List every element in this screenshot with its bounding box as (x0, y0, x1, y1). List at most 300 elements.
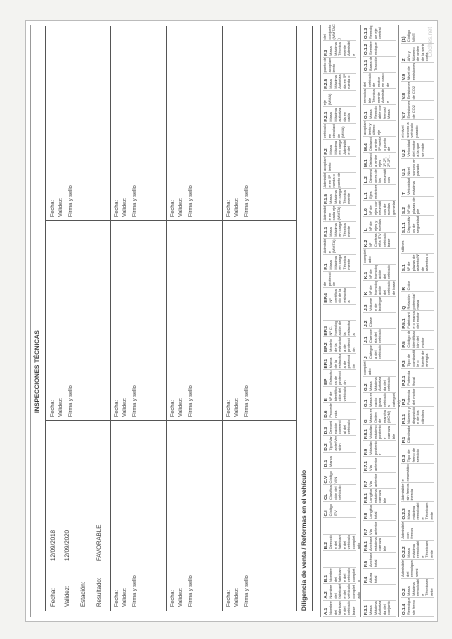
reference-field: Código VIN (328, 471, 338, 484)
reference-row (401, 597, 434, 617)
reference-field: Altura total (368, 572, 378, 583)
reference-code: (1) (401, 36, 406, 43)
reference-row (363, 424, 396, 441)
reference-field: Masa Máxima autorizada en cada (328, 107, 352, 122)
reference-code: F.6.1 (363, 541, 368, 551)
reference-field: Remolque eje central (368, 25, 383, 39)
reference-field: Nº certificado de la estructura (328, 287, 352, 303)
firma-label-2: Firma y sello (132, 575, 138, 607)
reference-code: L (363, 228, 368, 231)
reference-row (363, 264, 396, 281)
reference-field: Nº de homologación del vehículo (368, 264, 392, 279)
reference-code: A.2 (323, 591, 328, 599)
reference-field: Masa Máxima Autorizada en 5ª rueda o (328, 74, 352, 89)
reference-row (323, 304, 356, 321)
validez-label-7: Validez: (178, 397, 184, 417)
reference-field: Longitud máxima carrozable (368, 488, 387, 503)
reference-row (401, 540, 434, 560)
reference-code: O.2.2 (401, 546, 406, 558)
reference-code: CL (323, 493, 328, 500)
reference-code: S.2 (401, 207, 406, 214)
reference-code: O.3 (401, 454, 406, 463)
reference-row (401, 215, 434, 235)
firma-label-12: Firma y sello (244, 185, 250, 217)
reference-code: Z (401, 58, 406, 62)
reference-field: Masa máxima remolcable Técnicamente (406, 540, 434, 558)
reference-field: Cilindrada (406, 425, 411, 444)
reference-row (363, 456, 396, 473)
reference-code: F.1.5 (323, 193, 328, 204)
fecha-label-2: Fecha: (114, 589, 120, 607)
reference-code: M.4 (363, 143, 368, 151)
reference-code: E (323, 398, 328, 402)
reference-row (401, 482, 434, 502)
reference-column-1 (320, 24, 361, 617)
reference-code: F.1 (323, 263, 328, 270)
reference-field: Voladizo máximo posterior carrozable (368, 424, 396, 439)
reference-field: Admisible sin frenos inercia (400, 483, 415, 501)
document-page (25, 20, 438, 622)
reference-row (363, 24, 396, 41)
reference-code: G.2 (363, 383, 368, 391)
reference-row (323, 369, 356, 386)
reference-row (363, 104, 396, 121)
reference-field: e neumático (400, 463, 410, 482)
reference-code: F.2 (323, 148, 328, 155)
resultado-value: FAVORABLE (96, 524, 103, 561)
reference-code: F.8.1 (363, 493, 368, 503)
validez-label-5: Validez: (58, 397, 64, 417)
reference-code: V.8 (401, 92, 406, 100)
reference-code: K.1 (363, 271, 368, 279)
reference-row (363, 88, 396, 105)
reference-column-3 (398, 25, 435, 617)
reference-code: A.1 (323, 607, 328, 615)
reference-row (363, 232, 396, 249)
reference-field: Nº de homologación del vehículo de base (368, 280, 396, 295)
firma-label-10: Firma y sello (132, 185, 138, 217)
reference-row (363, 40, 396, 57)
reference-code: P.5 (401, 341, 406, 348)
reference-field: Admisible (MMTA) (322, 238, 337, 254)
reference-field: Masa Máxima remolcable Técnicamente (406, 579, 434, 596)
reference-row (363, 120, 396, 137)
reference-field: Masa Máxima Técnicamente Admisible (328, 41, 356, 56)
reference-code: J.3 (363, 304, 368, 311)
reference-code: O.2.3 (401, 508, 406, 520)
reference-row (323, 123, 356, 140)
reference-row (323, 600, 356, 617)
reference-row (363, 328, 396, 345)
validez-label-9: Validez: (58, 197, 64, 217)
reference-code: K (363, 291, 368, 295)
reference-code: M.1 (363, 159, 368, 167)
fecha-label-6: Fecha: (114, 399, 120, 417)
reference-row (401, 406, 434, 426)
inspections-row-rule-3 (222, 26, 223, 611)
reference-field: Voladizo posterior (368, 440, 383, 455)
reference-row (323, 40, 356, 57)
reference-code: EP.4 (323, 293, 328, 303)
watermark: Coches.net (428, 27, 434, 58)
reference-field: Distancia entre 5ª rueda o punto de (368, 136, 392, 151)
reference-row (401, 158, 434, 178)
firma-label-8: Firma y sello (244, 385, 250, 417)
validez-label-11: Validez: (178, 197, 184, 217)
reference-field: Admisible del remolque/semi (400, 559, 419, 577)
reference-row (401, 444, 434, 464)
reference-field: Distancia entre ejes 1º-2º, 2º-3º... (368, 153, 392, 167)
reference-code: U.2 (401, 149, 406, 157)
reference-field: Denominación comercial del vehículo (328, 419, 352, 435)
reference-field: Masa máxima remolcable Técnicamente (406, 502, 434, 520)
reference-field: Marca (328, 456, 333, 467)
reference-code: Q (401, 305, 406, 310)
reference-code: J.2 (363, 320, 368, 327)
reference-field: eje (MMA) (322, 93, 332, 106)
fecha-label-9: Fecha: (50, 199, 56, 217)
reference-field: Nº de plazas de pie (406, 197, 421, 214)
reference-row (363, 296, 396, 313)
reference-field: Nombre del fabricante del vehículo completo (328, 567, 361, 583)
reference-field: Número y disposición de los cilindros (406, 406, 425, 425)
reference-field: Admisible en cada eje (MMTA) (322, 205, 341, 221)
reference-code: B.2 (323, 542, 328, 550)
fecha-label-7: Fecha: (170, 399, 176, 417)
reference-row (323, 24, 356, 41)
reference-column-2 (360, 25, 401, 617)
reference-row (323, 73, 356, 90)
reference-row (401, 349, 434, 369)
reference-code: C.V (323, 475, 328, 484)
reference-row (401, 463, 434, 483)
reference-field: Admisible con frenos (400, 521, 415, 539)
reference-table (318, 21, 436, 621)
inspections-title: INSPECCIONES TÉCNICAS (34, 330, 41, 413)
reference-field: Semirremolque (368, 41, 378, 55)
reference-row (363, 136, 396, 153)
reference-field: Longitud total (368, 504, 378, 519)
reference-row (323, 172, 356, 189)
reference-field: remolcable Técnicamente Admisible (362, 88, 390, 103)
reference-row (363, 408, 396, 425)
reference-row (363, 472, 396, 489)
reference-field: Admisible en 5ª rueda o punto de (322, 172, 341, 188)
reference-row (363, 72, 396, 89)
reference-row (323, 271, 356, 288)
reference-field: Año y Número de orden de la serie corta (406, 43, 430, 62)
reference-code: F.2.1 (323, 111, 328, 122)
reference-field: Carrocería del vehículo (368, 328, 383, 343)
reference-field: Código ITV (328, 504, 338, 517)
fecha-label-5: Fecha: (50, 399, 56, 417)
fecha-label: Fecha: (50, 588, 57, 607)
reference-row (323, 57, 356, 74)
estacion-label: Estación: (80, 581, 87, 607)
reference-field: Masa Máxima Autorizada del conjunto (368, 600, 392, 615)
reference-code: F.7.1 (363, 461, 368, 471)
reference-field: Masa Máxima en carga Técnicamente (328, 188, 352, 204)
reference-row (323, 106, 356, 123)
reference-row (323, 336, 356, 353)
reference-row (401, 578, 434, 598)
reference-field: Nivel de emisiones (406, 62, 416, 81)
reference-field: Masa Máxima Autorizada del vehículo (368, 376, 392, 391)
reference-field: Nº de ejes con neumáticos de ruedas gemelas (368, 200, 396, 215)
reference-code: O.2 (401, 588, 406, 596)
reference-code: P.5.1 (401, 318, 406, 329)
reference-row (363, 200, 396, 217)
fecha-label-8: Fecha: (226, 399, 232, 417)
reference-field: Potencia fiscal (406, 370, 416, 386)
reference-code: EP.3 (323, 326, 328, 336)
reference-code: S.1.1 (401, 222, 406, 234)
reference-field: Vía anterior (368, 457, 378, 471)
reference-code: D.6 (323, 410, 328, 418)
reference-code: L.0 (363, 208, 368, 215)
reference-code: F.2.5 (323, 78, 328, 89)
reference-row (401, 330, 434, 350)
reference-row (363, 568, 396, 585)
reference-field: Nº Contraseña ITV vehículo base (368, 232, 392, 247)
reference-field: Masa en vacío (para vehículos categoría L) (368, 392, 401, 407)
reference-code: V.7 (401, 112, 406, 119)
reference-field: vehículo en circulación (MMA) (322, 123, 346, 139)
reference-field: acoplamiento (322, 156, 332, 171)
reference-code: K.2 (363, 239, 368, 247)
fecha-label-10: Fecha: (114, 199, 120, 217)
reference-code: O.1.3 (363, 27, 368, 39)
reference-field: Tipo de freno de servicio (406, 447, 421, 463)
reference-code: F.3.1 (363, 605, 368, 615)
firma-label-6: Firma y sello (132, 385, 138, 417)
inspections-top-rule (45, 26, 46, 611)
reference-row (401, 253, 434, 273)
reference-code: P.1 (401, 436, 406, 444)
validez-label: Validez: (64, 585, 71, 607)
reference-field: Volumen de bodegas (368, 296, 383, 311)
fecha-label-12: Fecha: (226, 199, 232, 217)
reference-row (323, 238, 356, 255)
reference-field: Relación potencia/masa (406, 293, 421, 310)
reference-field: Marca de la estructura de protección (328, 353, 356, 369)
reference-code: C.I (323, 510, 328, 517)
reference-row (363, 184, 396, 201)
fecha-label-3: Fecha: (170, 589, 176, 607)
reference-row (401, 521, 434, 541)
validez-value: 12/09/2020 (64, 530, 71, 561)
reference-row (323, 517, 356, 534)
reference-code: O.1.2 (363, 43, 368, 55)
reference-code: L.1 (363, 192, 368, 199)
reference-field: el nivel sonoro a vehículo parado (400, 122, 419, 138)
reference-code: F.7 (363, 528, 368, 535)
reference-code: J.1 (363, 336, 368, 343)
reference-field: Clase (368, 317, 373, 327)
reference-code: EP (323, 378, 328, 385)
reference-code: L.2 (363, 176, 368, 183)
reference-row (363, 440, 396, 457)
validez-label-4: Validez: (234, 587, 240, 607)
reference-field: Emisiones de CO2 (406, 100, 416, 119)
reference-field: Estructura de protección (328, 370, 347, 385)
reference-code: D.3 (323, 426, 328, 435)
reference-code: F.4 (363, 576, 368, 583)
reference-field: Color (406, 281, 411, 291)
reference-row (363, 504, 396, 521)
reference-row (323, 287, 356, 304)
fecha-label-11: Fecha: (170, 199, 176, 217)
fecha-value: 12/09/2018 (50, 530, 57, 561)
reference-row (401, 387, 434, 407)
reference-row (363, 344, 396, 361)
reference-field: Clasificación del vehículo (328, 485, 343, 500)
reference-field: Nº de plazas de asiento/Nº de asientos o (406, 253, 430, 272)
fecha-label-4: Fecha: (226, 589, 232, 607)
reference-field: Velocidad máxima (406, 178, 416, 195)
validez-label-3: Validez: (178, 587, 184, 607)
reference-field: completado (362, 361, 372, 375)
reference-row (363, 520, 396, 537)
reference-field: Dimensiones de los neumáticos (368, 168, 392, 183)
reference-row (363, 168, 396, 185)
reference-row (363, 152, 396, 169)
reference-row (401, 139, 434, 159)
reference-row (363, 536, 396, 553)
resultado-label: Resultado: (96, 577, 103, 607)
reference-code: G.1 (363, 399, 368, 407)
reference-row (401, 310, 434, 330)
reference-field: Masa Máxima en carga Técnicamente (328, 221, 352, 237)
reference-row (401, 501, 434, 521)
reference-field: Código de identificación del motor (406, 329, 425, 348)
reference-row (401, 291, 434, 311)
reference-code: EP.2 (323, 342, 328, 352)
reference-row (323, 139, 356, 156)
reference-code: P.2.1 (401, 375, 406, 386)
reference-row (401, 100, 434, 120)
reference-row (401, 272, 434, 292)
reference-code: F.7 (363, 480, 368, 487)
reference-field: Nº de ejes y ruedas (368, 219, 383, 231)
reference-field: punto de acoplamiento (322, 57, 337, 73)
reference-field: Barra de Tracción (368, 56, 378, 71)
reference-row (363, 280, 396, 297)
reference-row (363, 552, 396, 569)
reference-row (323, 320, 356, 337)
validez-label-2: Validez: (122, 587, 128, 607)
reference-code: F.1.1 (323, 226, 328, 237)
reference-field: Tipo de combustible o fuente de energía (406, 349, 430, 367)
reference-field: Tipo/Variante/Versión (328, 435, 343, 451)
reference-row (363, 248, 396, 265)
reference-row (363, 376, 396, 393)
reference-row (363, 312, 396, 329)
reference-row (323, 188, 356, 205)
validez-label-12: Validez: (234, 197, 240, 217)
reference-code: G (363, 419, 368, 423)
validez-label-10: Validez: (122, 197, 128, 217)
reference-code: P.3 (401, 360, 406, 367)
reference-row (323, 419, 356, 436)
reference-code: U.1 (401, 168, 406, 176)
reference-code: EP.1 (323, 358, 328, 369)
reference-row (401, 559, 434, 579)
reference-code: F.5 (363, 560, 368, 567)
reference-code: F.9 (363, 448, 368, 455)
reference-code: D.2 (323, 443, 328, 451)
reference-field: Vía anterior (368, 473, 378, 487)
reference-field: del conjunto (MMTAC) (322, 24, 341, 40)
reference-field: Masa Remolcable con frenos/Masa (368, 104, 392, 119)
reference-row (323, 484, 356, 501)
reference-field: Dispositivos de seguridad (406, 215, 421, 234)
reference-row (323, 567, 361, 584)
reference-field: Ejes motrices (368, 184, 378, 199)
reference-field: Procedencia (328, 403, 338, 418)
reference-code: R (401, 287, 406, 291)
reference-row (323, 156, 356, 173)
diligencia-rule (312, 26, 313, 611)
reference-row (363, 488, 396, 505)
reference-field: Anchura máxima carrozable (368, 536, 387, 551)
reference-row (323, 205, 356, 222)
reference-row (323, 221, 356, 238)
reference-code: S.1 (401, 264, 406, 272)
reference-field: Código NIVE (406, 29, 416, 43)
reference-field: Nombre del fabricante del vehículo base (328, 600, 356, 615)
reference-row (363, 216, 396, 233)
reference-row (323, 402, 356, 419)
reference-field: Dirección del fabricante del vehículo completado (328, 534, 361, 550)
reference-field: Categoría del vehículo (368, 344, 383, 359)
reference-code: P.2 (401, 398, 406, 405)
reference-field: Masa en Orden de marcha (MOM) (368, 408, 392, 423)
inspections-col-rule-2 (45, 220, 296, 221)
reference-row (323, 90, 356, 107)
firma-label-4: Firma y sello (244, 575, 250, 607)
reference-field: de protección (322, 272, 337, 287)
firma-label-11: Firma y sello (188, 185, 194, 217)
reference-field: del vehículo de motor en caso de (362, 72, 390, 87)
reference-code: J (363, 356, 368, 359)
reference-row (323, 550, 356, 567)
reference-field: sillines (400, 240, 405, 253)
reference-code: O.1.4 (401, 603, 406, 615)
reference-field: Vía anterior (368, 521, 378, 535)
reference-field: Masa Máxima en carga Admisible del (328, 139, 352, 155)
inspections-col-rule-1 (45, 420, 296, 421)
reference-code: D.1 (323, 459, 328, 467)
reference-code: F.3 (323, 49, 328, 56)
reference-field: Masa Máxima en carga Técnicamente (328, 254, 352, 270)
reference-row (323, 386, 356, 403)
reference-row (323, 534, 361, 551)
reference-code: B.1 (323, 574, 328, 583)
reference-row (363, 360, 396, 377)
top-rule (30, 25, 31, 617)
reference-field: Anchura total (368, 552, 378, 567)
reference-field: Potencia del motor (406, 388, 416, 405)
inspections-row-rule-2 (166, 26, 167, 611)
reference-code: V.9 (401, 73, 406, 81)
firma-label-7: Firma y sello (188, 385, 194, 417)
reference-field: Emisiones de CO2 (406, 81, 416, 100)
reference-field: Velocidad del motor a la que se mide (406, 139, 425, 157)
reference-row (401, 62, 434, 82)
validez-label-8: Validez: (234, 397, 240, 417)
reference-code: T (401, 192, 406, 195)
